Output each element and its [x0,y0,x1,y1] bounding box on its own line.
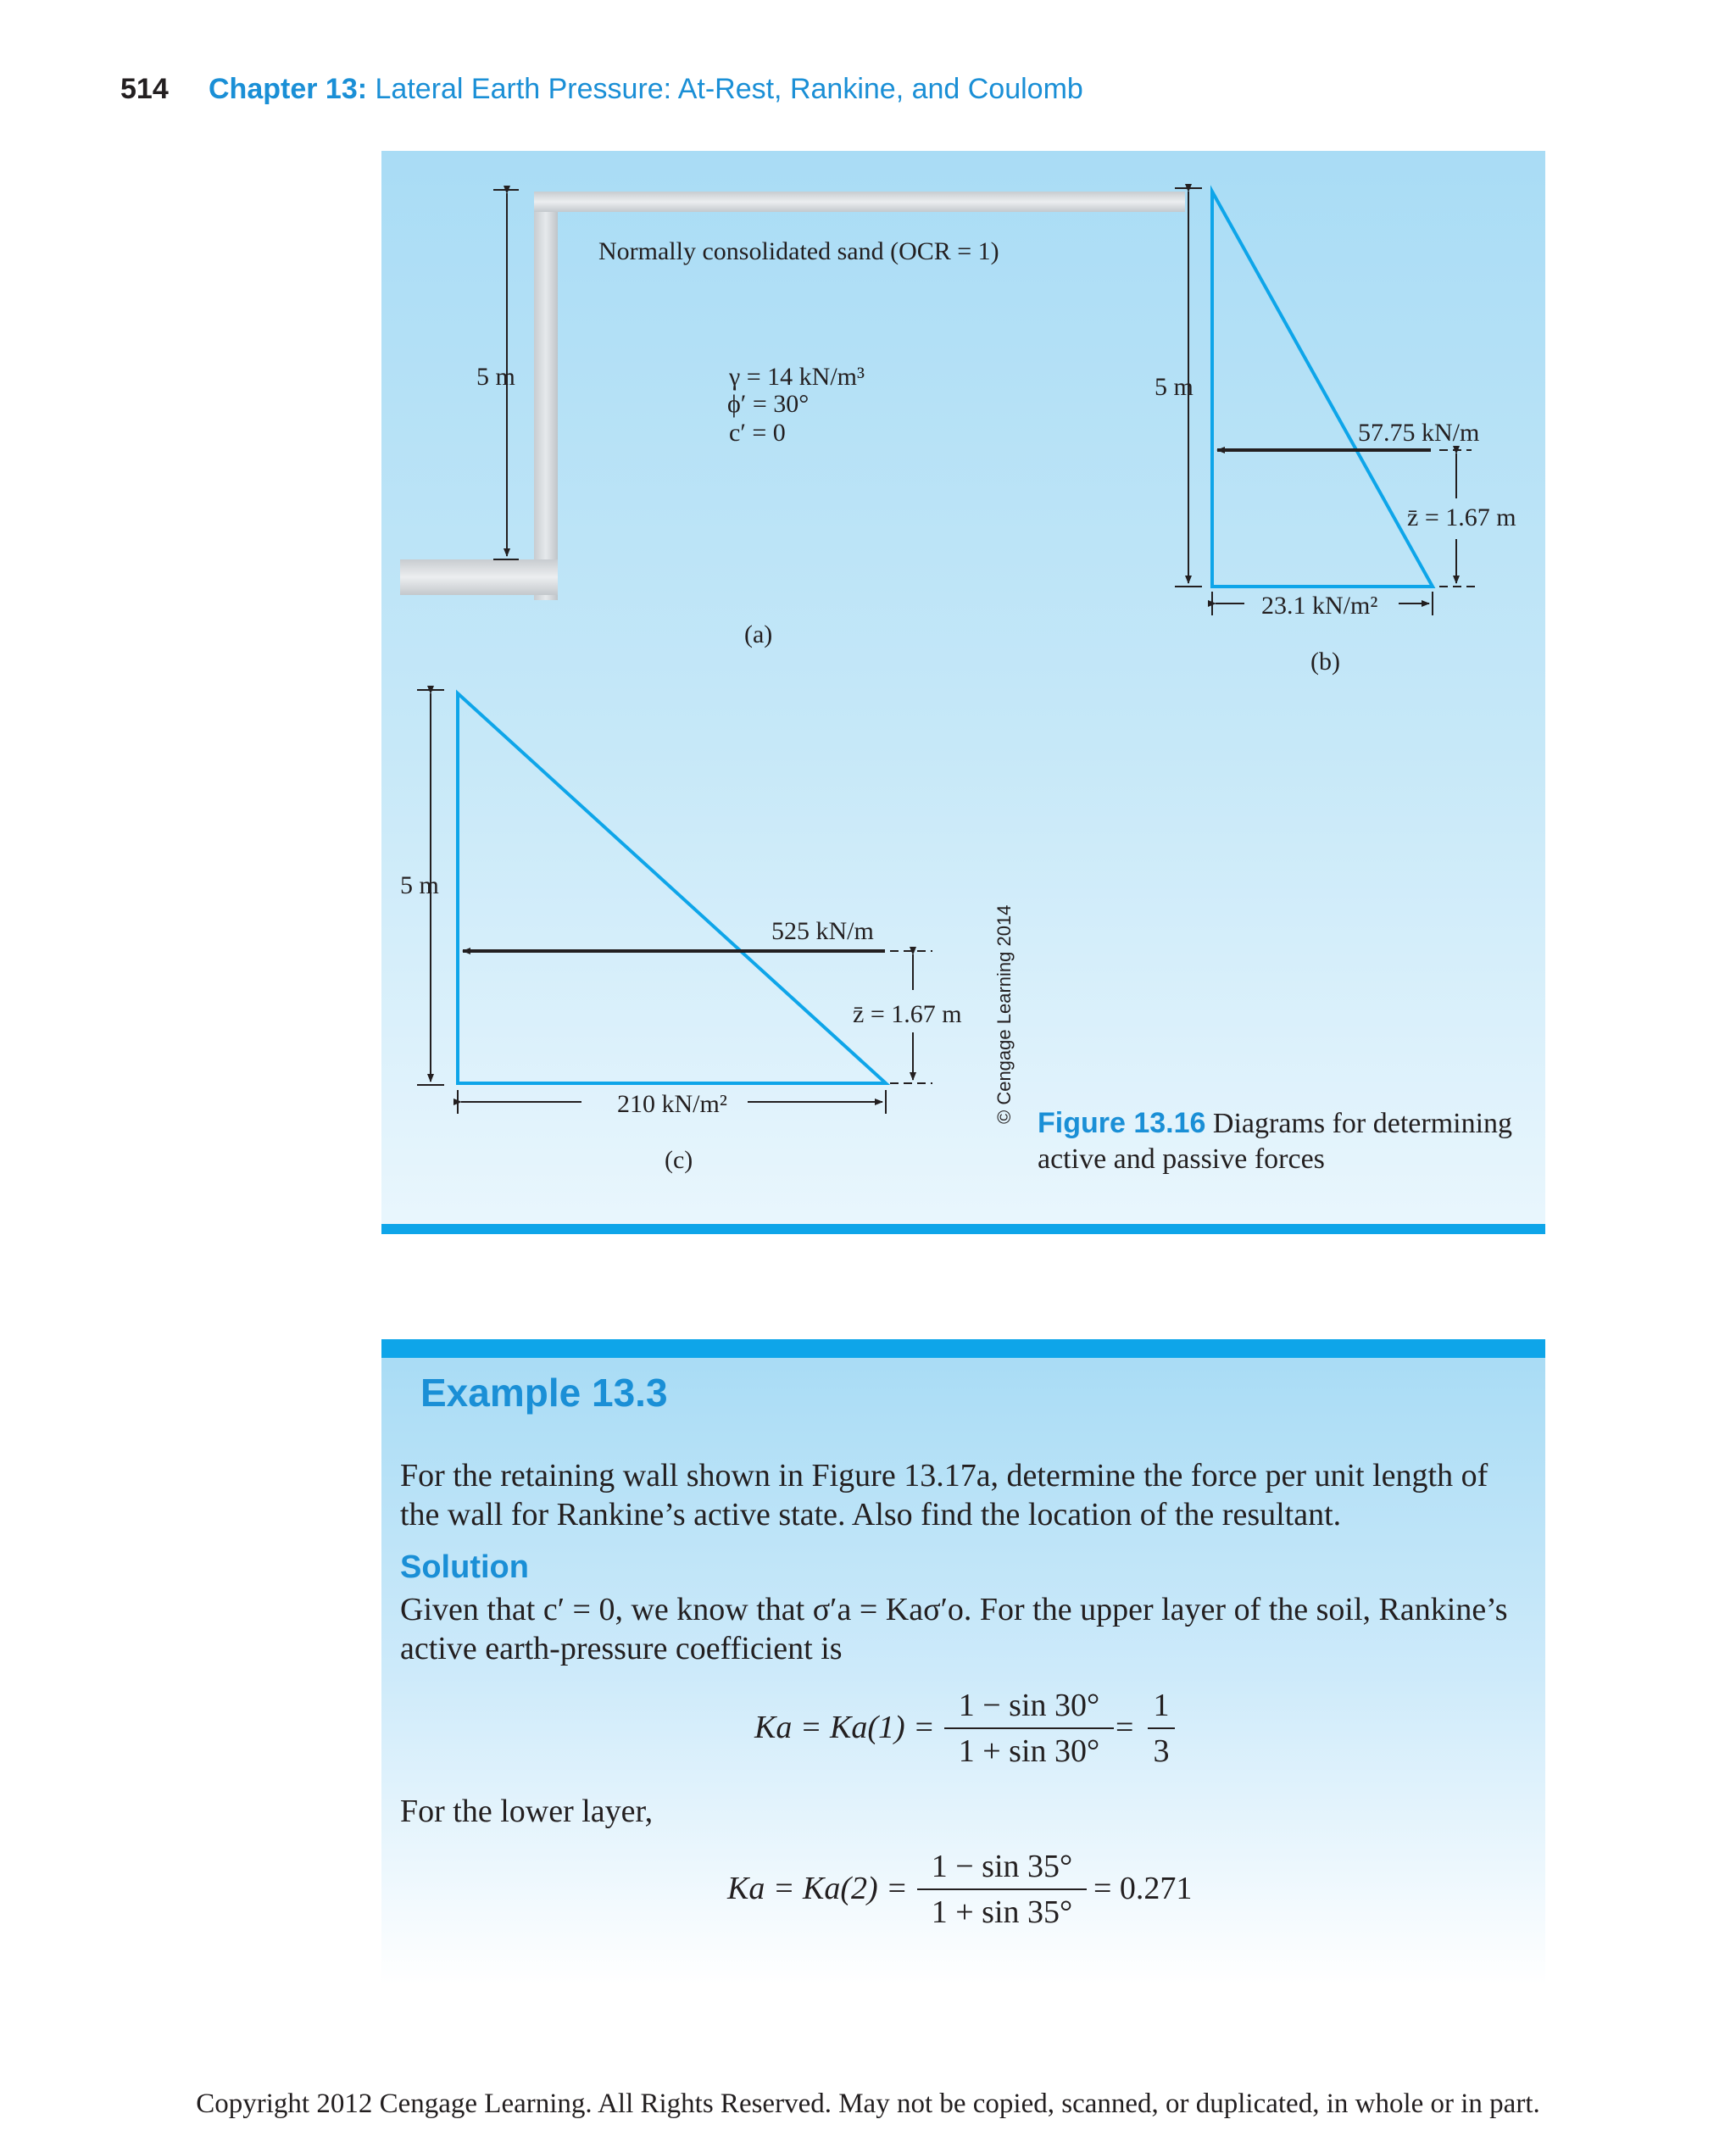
wall-top-slab [534,192,1185,212]
equation-1-equals: = [1116,1710,1134,1745]
height-label-b: 5 m [1155,373,1194,401]
equation-2-fraction-bar [917,1888,1087,1890]
force-label-c: 525 kN/m [771,917,874,945]
example-problem [400,1456,1536,1534]
equation-1-result-bar [1148,1727,1175,1729]
chapter-header [209,73,1083,106]
base-label-b: 23.1 kN/m² [1261,592,1378,620]
height-label-a: 5 m [476,363,515,391]
solution-intro [400,1590,1536,1668]
example-title: Example 13.3 [420,1371,668,1415]
solution-line-1: Given that c′ = 0, we know that σ′a = Kaσ′o. For the upper layer of the soil, Rankine’s [400,1592,1508,1627]
solution-line-2: active earth-pressure coefficient is [400,1631,843,1666]
caption-b: (b) [1310,648,1340,676]
equation-2-result: = 0.271 [1093,1871,1193,1906]
equation-2-denominator: 1 + sin 35° [931,1894,1073,1930]
chapter-label: Chapter 13: [209,73,368,105]
problem-line-1: For the retaining wall shown in Figure 13.17a, determine the force per unit length of [400,1458,1488,1493]
friction-angle-label: ϕ′ = 30° [727,390,810,418]
zbar-label-c: z̄ = 1.67 m [853,1000,962,1028]
equation-1-result-denominator: 3 [1153,1733,1170,1769]
figure-credit: © Cengage Learning 2014 [993,904,1015,1124]
equation-2-lhs: Ka = Ka(2) = [727,1871,908,1906]
unit-weight-label: γ = 14 kN/m³ [729,363,865,391]
figure-caption-text-1: Diagrams for determining [1212,1108,1513,1139]
soil-label: Normally consolidated sand (OCR = 1) [598,237,999,265]
active-pressure-triangle [1212,192,1433,587]
equation-1-numerator: 1 − sin 30° [958,1688,1100,1723]
zbar-label-b: z̄ = 1.67 m [1407,503,1516,531]
passive-pressure-triangle [458,693,886,1083]
panel-c [417,690,932,1114]
example-top-rule [381,1339,1545,1358]
cohesion-label: c′ = 0 [729,419,786,447]
figure-13-16-diagram [381,151,1545,1226]
figure-caption-text-2: active and passive forces [1038,1143,1325,1175]
example-panel [381,1358,1545,1985]
equation-2-numerator: 1 − sin 35° [931,1849,1073,1884]
lower-layer-text: For the lower layer, [400,1794,654,1829]
height-label-c: 5 m [400,871,439,899]
panel-b [1175,188,1475,615]
figure-caption [1038,1105,1546,1177]
problem-line-2: the wall for Rankine’s active state. Also find the location of the resultant. [400,1497,1342,1532]
wall-stem [534,192,558,600]
equation-1-fraction-bar [944,1727,1114,1729]
solution-title: Solution [400,1549,529,1585]
figure-bottom-rule [381,1224,1545,1234]
equation-1-denominator: 1 + sin 30° [958,1733,1100,1769]
equation-1-result-numerator: 1 [1153,1688,1170,1723]
wall-base-slab [400,559,558,595]
figure-caption-label: Figure 13.16 [1038,1107,1206,1139]
chapter-title: Lateral Earth Pressure: At-Rest, Rankine, and Coulomb [375,73,1083,105]
equation-1-lhs: Ka = Ka(1) = [754,1710,935,1745]
caption-a: (a) [744,620,773,648]
copyright-notice: Copyright 2012 Cengage Learning. All Rights Reserved. May not be copied, scanned, or duplicated, in whole or in part. [196,2089,1540,2119]
caption-c: (c) [665,1146,693,1174]
page-number: 514 [120,73,169,105]
base-label-c: 210 kN/m² [617,1090,727,1118]
force-label-b: 57.75 kN/m [1358,419,1480,447]
